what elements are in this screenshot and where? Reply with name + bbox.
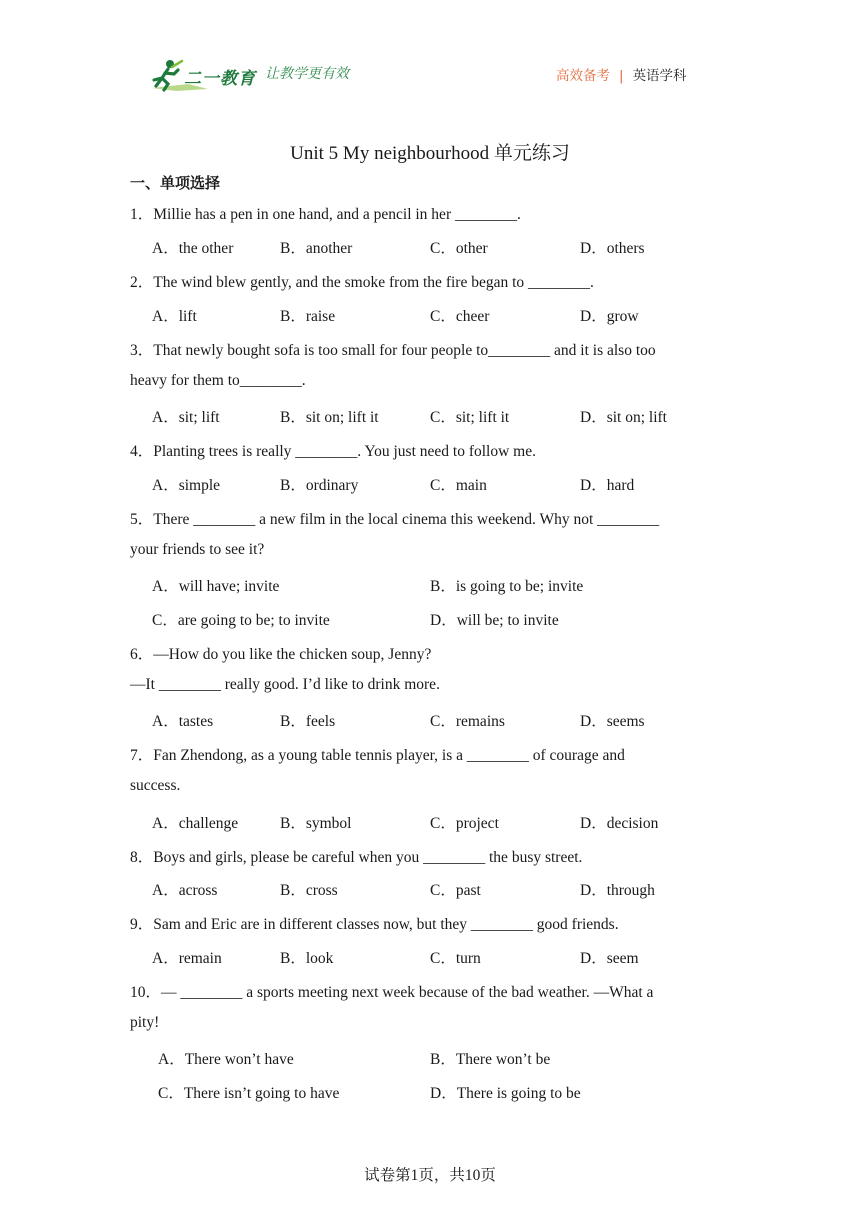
question-6-option-c: C．remains: [430, 713, 505, 730]
question-10-stem: 10．— ________ a sports meeting next week because of the bad weather. —What a: [130, 984, 654, 1001]
question-8-option-d: D．through: [580, 882, 655, 899]
question-10-option-c: C．There isn’t going to have: [158, 1085, 340, 1102]
question-3-option-a: A．sit; lift: [152, 409, 220, 426]
question-4-option-c: C．main: [430, 477, 487, 494]
question-7-option-a: A．challenge: [152, 815, 239, 832]
question-7-option-d: D．decision: [580, 815, 659, 832]
question-1-option-c: C．other: [430, 240, 488, 257]
subject-label: 英语学科: [632, 68, 687, 84]
question-9-stem: 9．Sam and Eric are in different classes now, but they ________ good friends.: [130, 916, 619, 933]
question-1-option-d: D．others: [580, 240, 645, 257]
page-footer: 试卷第1页，共10页: [364, 1167, 496, 1184]
question-7-stem-cont: success.: [130, 777, 181, 794]
question-8-option-b: B．cross: [280, 882, 338, 899]
question-6-option-a: A．tastes: [152, 713, 214, 730]
question-2-option-d: D．grow: [580, 308, 639, 325]
question-8-option-a: A．across: [152, 882, 218, 899]
question-5-stem-cont: your friends to see it?: [130, 541, 265, 558]
question-1-option-a: A．the other: [152, 240, 234, 257]
question-4-option-a: A．simple: [152, 477, 221, 494]
question-6-option-d: D．seems: [580, 713, 645, 730]
question-3-option-c: C．sit; lift it: [430, 409, 510, 426]
question-2-option-a: A．lift: [152, 308, 197, 325]
question-8-option-c: C．past: [430, 882, 481, 899]
question-8-stem: 8．Boys and girls, please be careful when you ________ the busy street.: [130, 849, 583, 866]
question-10-stem-cont: pity!: [130, 1014, 160, 1031]
question-4-stem: 4．Planting trees is really ________. You just need to follow me.: [130, 443, 536, 460]
question-6-stem-cont: —It ________ really good. I’d like to drink more.: [130, 676, 440, 693]
question-3-option-d: D．sit on; lift: [580, 409, 667, 426]
question-2-option-c: C．cheer: [430, 308, 490, 325]
section-title: 一、单项选择: [130, 174, 221, 192]
page-header: [0, 0, 860, 110]
question-7-option-c: C．project: [430, 815, 499, 832]
question-5-stem: 5．There ________ a new film in the local cinema this weekend. Why not ________: [130, 511, 660, 528]
question-9-option-b: B．look: [280, 950, 334, 967]
question-10-option-b: B．There won’t be: [430, 1051, 551, 1068]
question-4-option-b: B．ordinary: [280, 477, 359, 494]
question-2-stem: 2．The wind blew gently, and the smoke from the fire began to ________.: [130, 274, 594, 291]
header-separator: |: [619, 68, 624, 84]
question-6-stem: 6．—How do you like the chicken soup, Jenny?: [130, 646, 432, 663]
question-2-option-b: B．raise: [280, 308, 336, 325]
question-5-option-b: B．is going to be; invite: [430, 578, 584, 595]
logo-text: 二一教育: [184, 69, 256, 89]
question-5-option-c: C．are going to be; to invite: [152, 612, 330, 629]
question-7-stem: 7．Fan Zhendong, as a young table tennis player, is a ________ of courage and: [130, 747, 625, 764]
question-9-option-a: A．remain: [152, 950, 222, 967]
question-1-option-b: B．another: [280, 240, 353, 257]
question-3-stem-cont: heavy for them to________.: [130, 372, 306, 389]
question-4-option-d: D．hard: [580, 477, 635, 494]
header-slogan: 让教学更有效: [265, 66, 349, 82]
question-9-option-c: C．turn: [430, 950, 481, 967]
question-9-option-d: D．seem: [580, 950, 639, 967]
question-3-option-b: B．sit on; lift it: [280, 409, 379, 426]
question-5-option-a: A．will have; invite: [152, 578, 280, 595]
question-7-option-b: B．symbol: [280, 815, 352, 832]
question-10-option-d: D．There is going to be: [430, 1085, 581, 1102]
question-5-option-d: D．will be; to invite: [430, 612, 559, 629]
question-6-option-b: B．feels: [280, 713, 336, 730]
page-title: Unit 5 My neighbourhood 单元练习: [290, 143, 570, 164]
question-10-option-a: A．There won’t have: [158, 1051, 294, 1068]
header-right: [556, 64, 687, 84]
question-3-stem: 3．That newly bought sofa is too small for four people to________ and it is also too: [130, 342, 656, 359]
question-1-stem: 1．Millie has a pen in one hand, and a pencil in her ________.: [130, 206, 521, 223]
exam-label: 高效备考: [556, 68, 610, 84]
